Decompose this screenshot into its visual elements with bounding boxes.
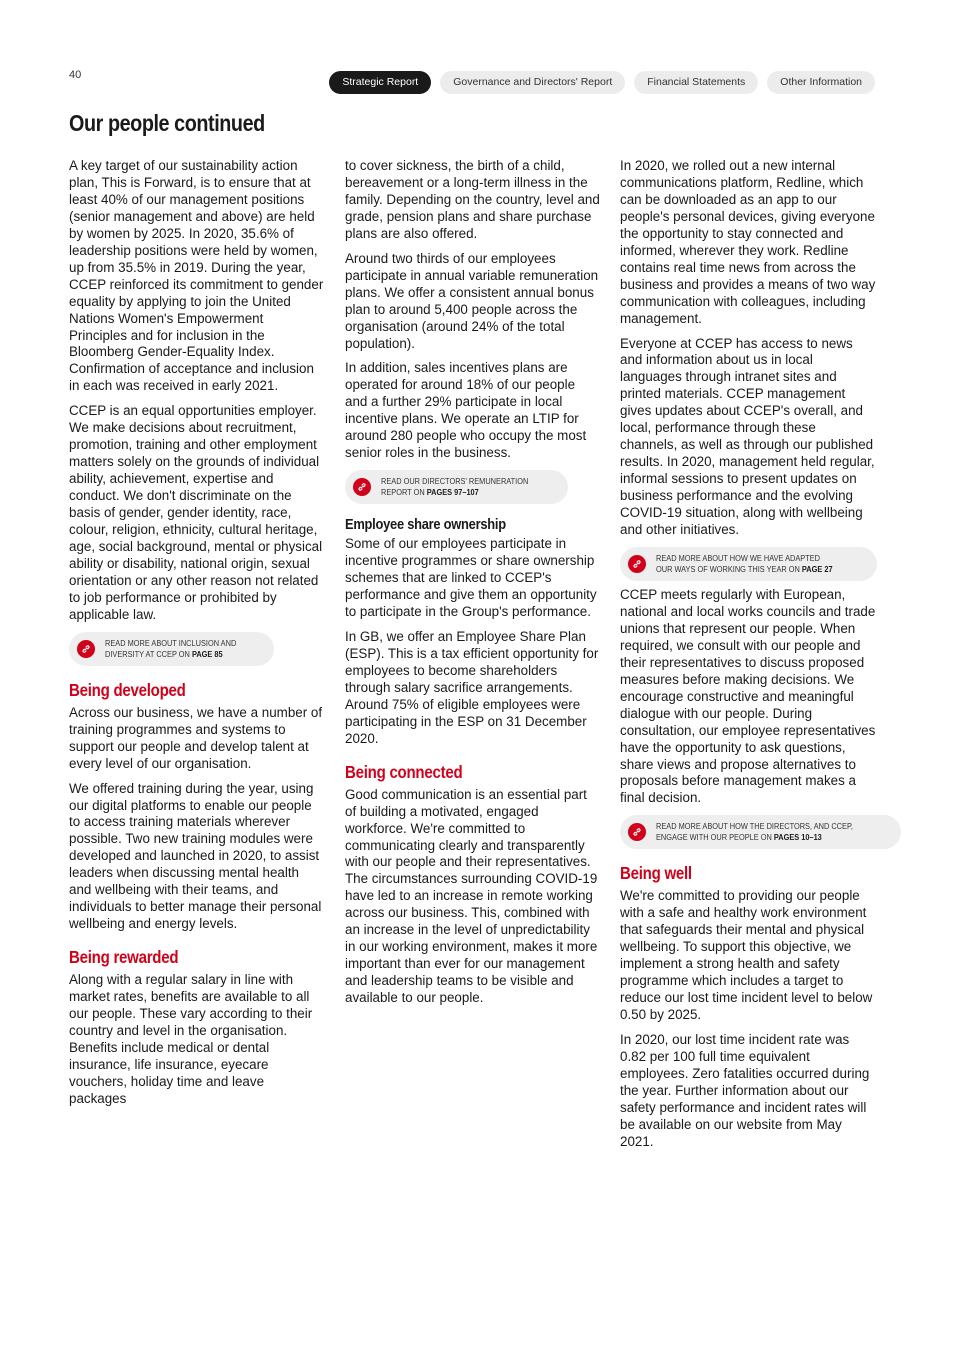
paragraph: Along with a regular salary in line with market rates, benefits are available to all our people. These vary according to their country and level in the organisation. Benefits include medical or dental insurance, life insurance, eyecare vouchers, holiday time and leave packages — [69, 972, 313, 1106]
paragraph: In 2020, we rolled out a new internal communications platform, Redline, which can be downloaded as an app to our people's personal devices, giving everyone the opportunity to stay connected and informed, wherever they work. Redline contains real time news from across the business and provides a means of two way communication with colleagues, including management. — [620, 158, 876, 326]
paragraph: In 2020, our lost time incident rate was 0.82 per 100 full time equivalent employees. Zero fatalities occurred during the year. Further information about our safety performance and incident rates will be available on our website from May 2021. — [620, 1031, 870, 1149]
link-label: READ MORE ABOUT INCLUSION AND DIVERSITY AT CCEP ON PAGE 85 — [105, 637, 237, 659]
link-icon — [628, 555, 646, 573]
column-3 — [620, 158, 876, 1159]
heading-being-connected: Being connected — [345, 761, 463, 782]
column-1 — [69, 158, 325, 1116]
paragraph: CCEP is an equal opportunities employer. We make decisions about recruitment, promotion, training and other employment matters solely on the grounds of individual ability, achievement, expertise and conduct. We don't discriminate on the basis of gender, gender identity, race, colour, religion, ethnicity, cultural heritage, age, social background, mental or physical ability or disability, national origin, sexual orientation or any other reason not related to job performance or prohibited by applicable law. — [69, 403, 323, 622]
tab-other-information[interactable]: Other Information — [767, 71, 875, 94]
page-number: 40 — [69, 69, 82, 81]
link-label: READ MORE ABOUT HOW THE DIRECTORS, AND CCEP, ENGAGE WITH OUR PEOPLE ON PAGES 10–13 — [656, 821, 853, 843]
link-ways-of-working[interactable] — [620, 547, 877, 581]
link-icon — [77, 640, 95, 658]
paragraph: to cover sickness, the birth of a child, bereavement or a long-term illness in the family. Depending on the country, level and grade, pension plans and share purchase plans are also offered. — [345, 158, 600, 241]
link-label: READ OUR DIRECTORS' REMUNERATION REPORT ON PAGES 97–107 — [381, 476, 529, 498]
paragraph: We're committed to providing our people with a safe and healthy work environment that safeguards their mental and physical wellbeing. To support this objective, we implement a strong health and safety programme which includes a target to reduce our lost time incident level to below 0.50 by 2025. — [620, 888, 873, 1023]
paragraph: Some of our employees participate in incentive programmes or share ownership schemes that are linked to CCEP's performance and give them an opportunity to participate in the Group's performance. — [345, 536, 597, 620]
heading-employee-share-ownership: Employee share ownership — [345, 516, 506, 534]
link-inclusion-diversity[interactable] — [69, 632, 274, 666]
link-remuneration-report[interactable] — [345, 470, 568, 504]
tab-strategic-report[interactable]: Strategic Report — [329, 71, 431, 94]
paragraph: Across our business, we have a number of training programmes and systems to support our people and develop talent at every level of our organisation. — [69, 704, 323, 771]
link-engage-with-people[interactable] — [620, 815, 901, 849]
paragraph: Around two thirds of our employees participate in annual variable remuneration plans. We offer a consistent annual bonus plan to around 5,400 people across the organisation (around 24% of the total population). — [345, 250, 599, 351]
link-icon — [628, 823, 646, 841]
page-title: Our people continued — [69, 110, 265, 136]
paragraph: In GB, we offer an Employee Share Plan (ESP). This is a tax efficient opportunity for employees to become shareholders through salary sacrifice arrangements. Around 75% of eligible employees were participating in the ESP on 31 December 2020. — [345, 628, 599, 746]
paragraph: We offered training during the year, using our digital platforms to enable our people to access training materials wherever possible. Two new training modules were developed and launched in 2020, to assist leaders when discussing mental health and wellbeing with their teams, and individuals to better manage their personal wellbeing and energy levels. — [69, 780, 322, 932]
tab-financial-statements[interactable]: Financial Statements — [634, 71, 758, 94]
paragraph: In addition, sales incentives plans are operated for around 18% of our people and a further 29% participate in local incentive plans. We operate an LTIP for around 280 people who occupy the most senior roles in the business. — [345, 360, 587, 461]
column-2 — [345, 158, 601, 1015]
paragraph: Good communication is an essential part of building a motivated, engaged workforce. We're committed to communicating clearly and transparently with our people and their representatives. The circumstances surrounding COVID-19 have led to an increase in remote working across our business. This, combined with an increase in the level of unpredictability in our working environment, makes it more important than ever for our management and leadership teams to be visible and available to our people. — [345, 786, 598, 1006]
paragraph: Everyone at CCEP has access to news and information about us in local languages through intranet sites and printed materials. CCEP management gives updates about CCEP's overall, and local, performance through these channels, as well as through our published results. In 2020, management held regular, informal sessions to present updates on business performance and the evolving COVID-19 situation, along with wellbeing and other initiatives. — [620, 335, 875, 538]
paragraph: CCEP meets regularly with European, national and local works councils and trade unions that represent our people. When required, we consult with our people and their representatives to discuss proposed measures before making decisions. We encourage constructive and meaningful dialogue with our people. During consultation, our employee representatives have the opportunity to ask questions, share views and propose alternatives to proposals before management makes a final decision. — [620, 586, 876, 806]
heading-being-developed: Being developed — [69, 679, 186, 700]
section-nav — [329, 71, 875, 94]
heading-being-well: Being well — [620, 863, 692, 884]
tab-governance[interactable]: Governance and Directors' Report — [440, 71, 625, 94]
heading-being-rewarded: Being rewarded — [69, 947, 179, 968]
paragraph: A key target of our sustainability action plan, This is Forward, is to ensure that at least 40% of our management positions (senior management and above) are held by women by 2025. In 2020, 35.6% of leadership positions were held by women, up from 35.5% in 2019. During the year, CCEP reinforced its commitment to gender equality by applying to join the United Nations Women's Empowerment Principles and for inclusion in the Bloomberg Gender-Equality Index. Confirmation of acceptance and inclusion in each was received in early 2021. — [69, 158, 324, 394]
link-icon — [353, 478, 371, 496]
link-label: READ MORE ABOUT HOW WE HAVE ADAPTED OUR WAYS OF WORKING THIS YEAR ON PAGE 27 — [656, 552, 833, 574]
